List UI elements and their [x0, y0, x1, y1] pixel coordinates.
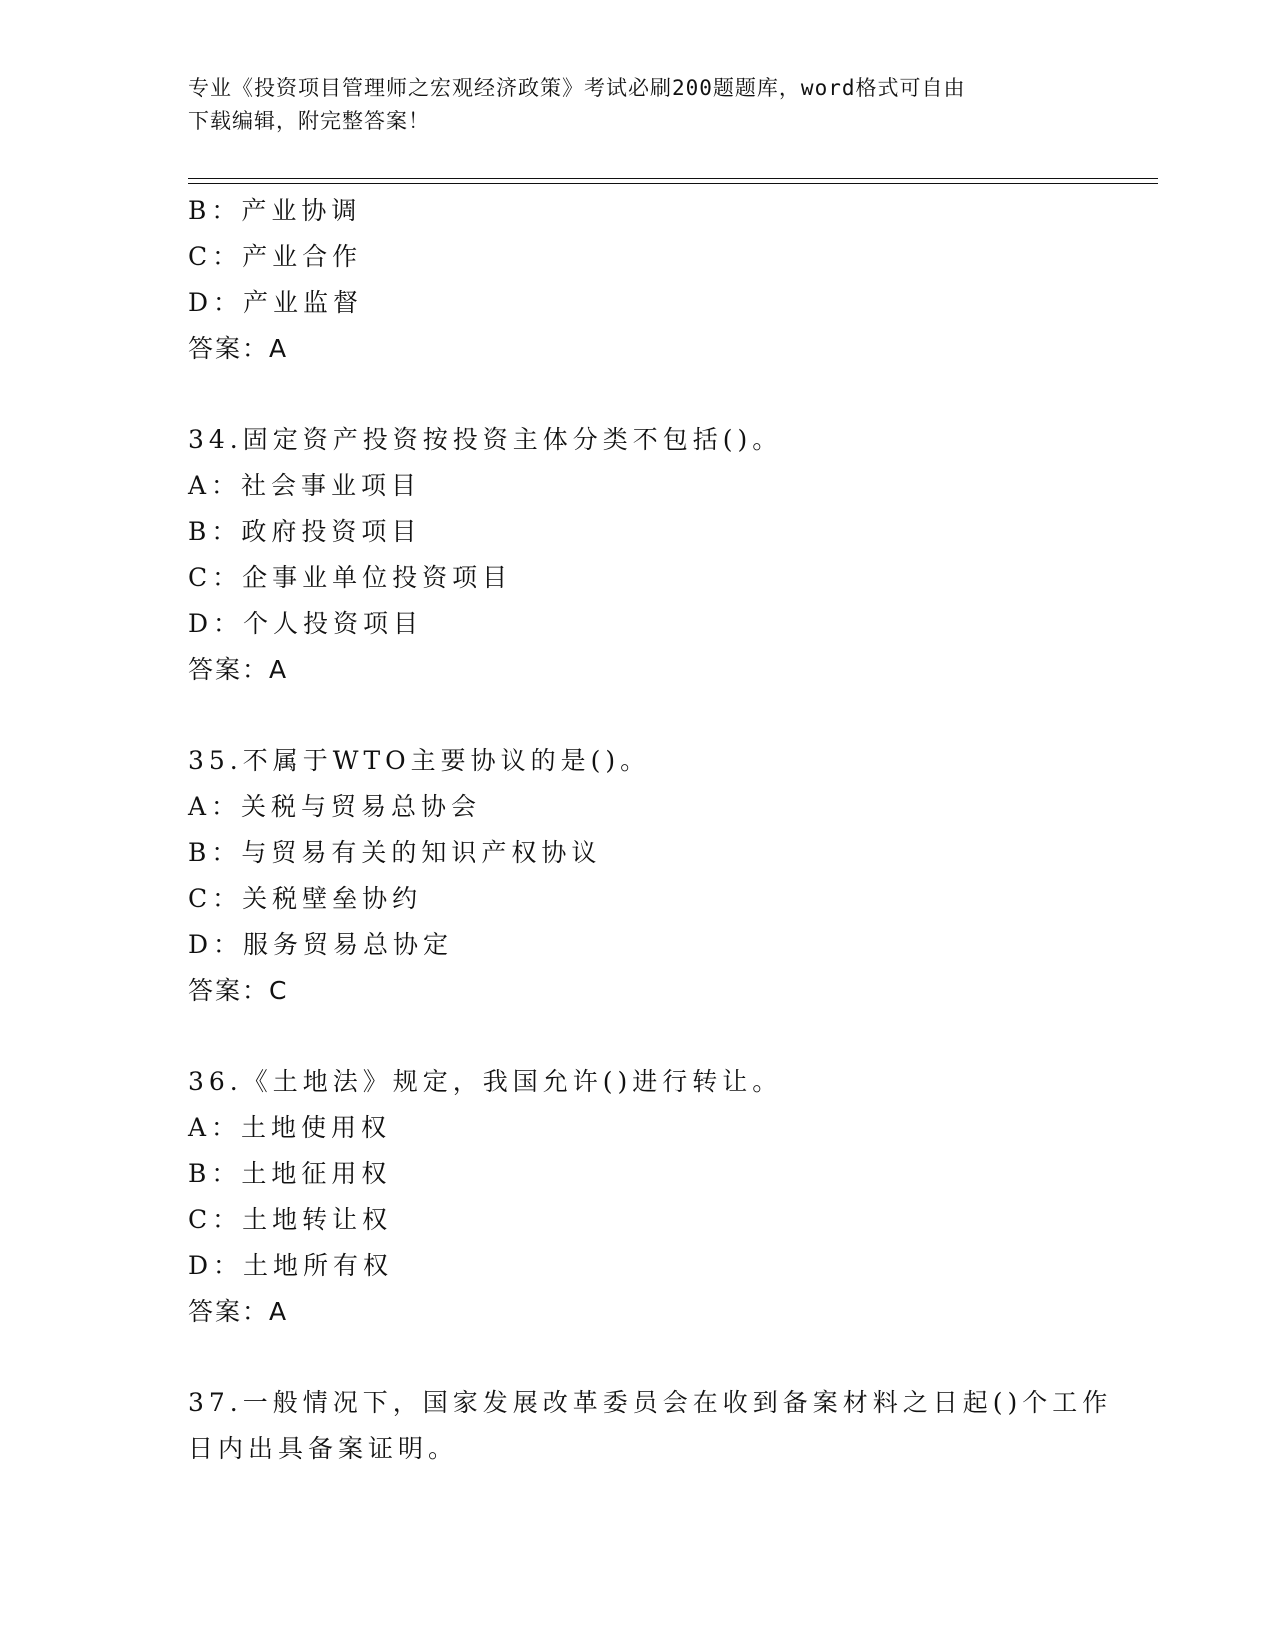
option-c: C：关税壁垒协约: [188, 884, 423, 913]
option-a: A：关税与贸易总协会: [188, 792, 482, 821]
question-text-line-2: 日内出具备案证明。: [188, 1434, 459, 1463]
option-a: A：土地使用权: [188, 1113, 392, 1142]
option-d: D：产业监督: [188, 288, 364, 317]
option-d: D：土地所有权: [188, 1251, 394, 1280]
option-c: C：产业合作: [188, 242, 363, 271]
option-a: A：社会事业项目: [188, 471, 422, 500]
question-text: 34.固定资产投资按投资主体分类不包括()。: [188, 425, 783, 454]
option-b: B：产业协调: [188, 196, 362, 225]
spacer: [188, 1014, 1088, 1059]
question-36-block: [188, 1059, 1088, 1335]
spacer: [188, 1335, 1088, 1380]
question-text-line-1: 37.一般情况下，国家发展改革委员会在收到备案材料之日起()个工作: [188, 1388, 1113, 1417]
answer-line: 答案：A: [188, 1297, 289, 1326]
answer-line: 答案：A: [188, 655, 289, 684]
option-b: B：政府投资项目: [188, 517, 422, 546]
option-b: B：与贸易有关的知识产权协议: [188, 838, 602, 867]
question-list: [188, 188, 1113, 1472]
header-line-1: 专业《投资项目管理师之宏观经济政策》考试必刷200题题库，word格式可自由: [188, 76, 966, 100]
answer-line: 答案：A: [188, 334, 289, 363]
option-b: B：土地征用权: [188, 1159, 392, 1188]
spacer: [188, 693, 1088, 738]
spacer: [188, 372, 1088, 417]
header-divider-top: [188, 178, 1158, 179]
question-37-block: [188, 1380, 1113, 1472]
question-34-block: [188, 417, 1088, 693]
question-text: 36.《土地法》规定，我国允许()进行转让。: [188, 1067, 783, 1096]
question-35-block: [188, 738, 1088, 1014]
option-d: D：服务贸易总协定: [188, 930, 454, 959]
document-header: [188, 72, 1068, 138]
question-text: 35.不属于WTO主要协议的是()。: [188, 746, 651, 775]
option-c: C：企事业单位投资项目: [188, 563, 513, 592]
question-33-block: [188, 188, 1088, 372]
option-d: D：个人投资项目: [188, 609, 424, 638]
header-divider-bottom: [188, 183, 1158, 184]
option-c: C：土地转让权: [188, 1205, 393, 1234]
answer-line: 答案：C: [188, 976, 289, 1005]
header-line-2: 下载编辑，附完整答案！: [188, 109, 430, 133]
